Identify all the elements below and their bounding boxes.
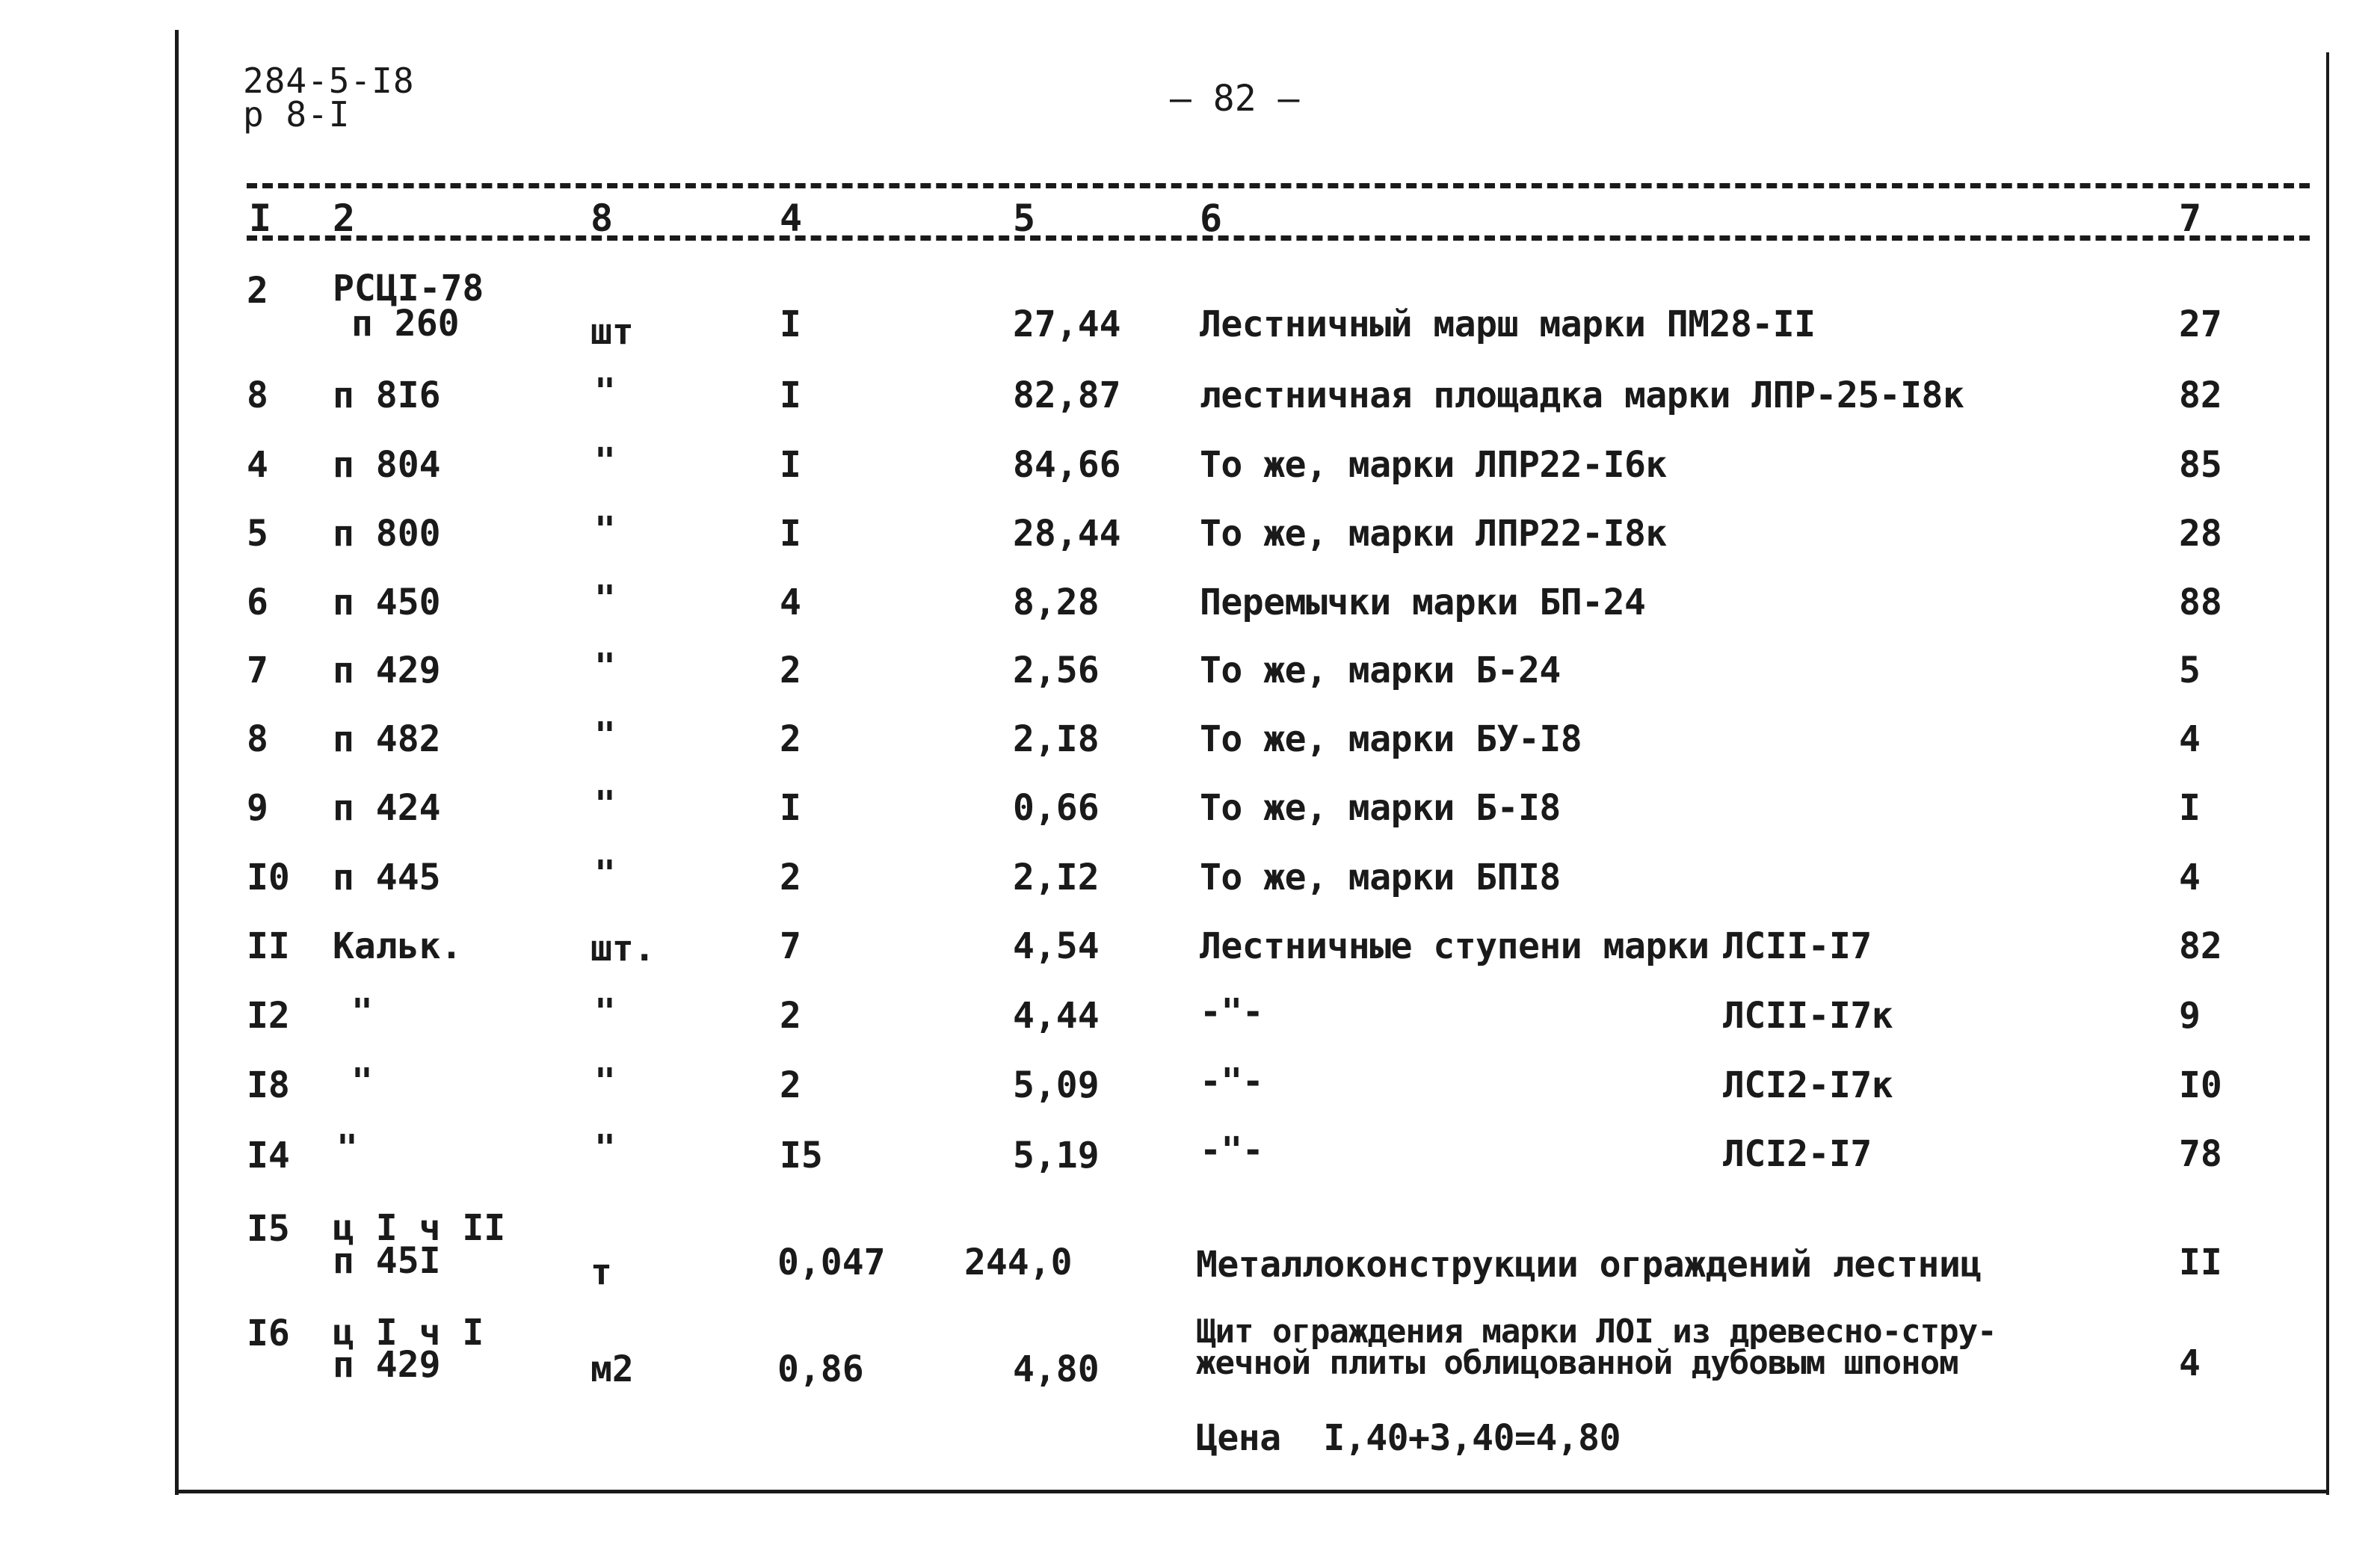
total: 82 [2179, 925, 2222, 967]
total: 78 [2179, 1133, 2222, 1175]
source-page: " [351, 1061, 373, 1103]
price: 8,28 [1013, 582, 1100, 623]
total: 88 [2179, 582, 2222, 623]
row-number: I0 [247, 857, 290, 898]
description-mark: ЛСI2-I7 [1723, 1133, 1872, 1175]
row-number: 9 [247, 787, 268, 829]
source-page: п 450 [333, 582, 441, 623]
source-page: п 800 [333, 513, 441, 555]
col-header-7: 7 [2179, 197, 2202, 240]
quantity: 7 [780, 925, 801, 967]
price: 4,44 [1013, 995, 1100, 1037]
row-number: II [247, 925, 290, 967]
price: 4,80 [1013, 1348, 1100, 1390]
description: То же, марки ЛПР22-I6к [1200, 444, 1667, 486]
description-line2: жечной плиты облицованной дубовым шпоном [1196, 1344, 1958, 1382]
quantity: 2 [780, 995, 801, 1037]
doc-code-line2: р 8-I [243, 94, 351, 135]
page-number: — 82 — [1170, 78, 1300, 120]
row-number: 4 [247, 444, 268, 486]
source-page: Кальк. [333, 925, 463, 967]
description: Металлоконструкции ограждений лестниц [1196, 1244, 1982, 1286]
description-mark: ЛСII-I7к [1723, 995, 1893, 1037]
total: 82 [2179, 374, 2222, 416]
price: 28,44 [1013, 513, 1121, 555]
row-number: I2 [247, 995, 290, 1037]
quantity: 2 [780, 650, 801, 691]
row-number: 8 [247, 718, 268, 760]
unit: " [594, 646, 616, 688]
description: То же, марки Б-24 [1200, 650, 1561, 691]
source-page: п 445 [333, 857, 441, 898]
col-header-1: I [249, 197, 272, 240]
total: I [2179, 787, 2201, 829]
col-header-6: 6 [1200, 197, 1223, 240]
row-number: 8 [247, 374, 268, 416]
source-code: РСЦI-78 [333, 268, 484, 309]
price: 2,I2 [1013, 857, 1100, 898]
description: То же, марки БУ-I8 [1200, 718, 1582, 760]
total: 4 [2179, 1342, 2201, 1384]
description: То же, марки ЛПР22-I8к [1200, 513, 1667, 555]
total: 4 [2179, 718, 2201, 760]
quantity: I [780, 374, 801, 416]
quantity: 0,86 [777, 1348, 864, 1390]
description-mark: ЛСII-I7 [1723, 925, 1872, 967]
col-header-5: 5 [1013, 197, 1036, 240]
price: 0,66 [1013, 787, 1100, 829]
description: Лестничные ступени марки [1200, 925, 1710, 967]
quantity: I [780, 513, 801, 555]
quantity: 2 [780, 1064, 801, 1106]
unit: " [594, 1061, 616, 1103]
total: 5 [2179, 650, 2201, 691]
col-header-4: 4 [780, 197, 803, 240]
unit: м2 [591, 1348, 634, 1390]
bottom-border [175, 1490, 2329, 1493]
description-line1: Щит ограждения марки ЛОI из древесно-стру- [1196, 1313, 1997, 1351]
unit: " [594, 509, 616, 551]
total: I0 [2179, 1064, 2222, 1106]
description: Лестничный марш марки ПМ28-II [1200, 303, 1816, 345]
right-border [2326, 52, 2329, 1495]
source-page: п 429 [333, 1344, 441, 1386]
source-page: п 424 [333, 787, 441, 829]
description-mark: ЛСI2-I7к [1723, 1064, 1893, 1106]
price: 84,66 [1013, 444, 1121, 486]
total: 85 [2179, 444, 2222, 486]
description: лестничная площадка марки ЛПР-25-I8к [1200, 374, 1964, 416]
source-page: п 482 [333, 718, 441, 760]
price: 244,0 [964, 1242, 1073, 1283]
quantity: I [780, 303, 801, 345]
quantity: 2 [780, 718, 801, 760]
source-code: ц I ч I [333, 1312, 484, 1354]
description: -"- [1200, 991, 1264, 1033]
price-note: Цена I,40+3,40=4,80 [1196, 1417, 1621, 1459]
source-page: п 804 [333, 444, 441, 486]
quantity: 4 [780, 582, 801, 623]
total: 27 [2179, 303, 2222, 345]
price: 5,09 [1013, 1064, 1100, 1106]
price: 5,19 [1013, 1135, 1100, 1177]
source-page: " [336, 1127, 358, 1169]
unit: " [594, 578, 616, 620]
unit: шт. [591, 928, 656, 969]
header-top-rule [247, 183, 2310, 188]
quantity: I [780, 787, 801, 829]
price: 4,54 [1013, 925, 1100, 967]
unit: шт [591, 311, 634, 353]
price: 27,44 [1013, 303, 1121, 345]
description: Перемычки марки БП-24 [1200, 582, 1646, 623]
unit: " [594, 440, 616, 482]
unit: " [594, 853, 616, 895]
price: 2,56 [1013, 650, 1100, 691]
description: -"- [1200, 1061, 1264, 1103]
description: -"- [1200, 1129, 1264, 1171]
total: 28 [2179, 513, 2222, 555]
col-header-2: 2 [333, 197, 356, 240]
unit: " [594, 371, 616, 413]
col-header-3: 8 [591, 197, 614, 240]
price: 82,87 [1013, 374, 1121, 416]
source-code: ц I ч II [333, 1207, 506, 1249]
source-page: п 8I6 [333, 374, 441, 416]
header-bottom-rule [247, 235, 2310, 241]
source-page: п 45I [333, 1240, 441, 1282]
source-page: п 429 [333, 650, 441, 691]
row-number: 5 [247, 513, 268, 555]
total: 9 [2179, 995, 2201, 1037]
quantity: 2 [780, 857, 801, 898]
quantity: I [780, 444, 801, 486]
row-number: 6 [247, 582, 268, 623]
source-page: п 260 [351, 303, 460, 345]
row-number: 2 [247, 270, 268, 312]
unit: " [594, 1127, 616, 1169]
quantity: 0,047 [777, 1242, 886, 1283]
row-number: I6 [247, 1313, 290, 1354]
row-number: I8 [247, 1064, 290, 1106]
price: 2,I8 [1013, 718, 1100, 760]
unit: т [591, 1251, 612, 1293]
row-number: I4 [247, 1135, 290, 1177]
left-border [175, 30, 179, 1495]
total: II [2179, 1242, 2222, 1283]
unit: " [594, 715, 616, 756]
unit: " [594, 991, 616, 1033]
description: То же, марки БПI8 [1200, 857, 1561, 898]
source-page: " [351, 991, 373, 1033]
description: То же, марки Б-I8 [1200, 787, 1561, 829]
row-number: I5 [247, 1208, 290, 1250]
doc-code-line1: 284-5-I8 [243, 61, 415, 101]
total: 4 [2179, 857, 2201, 898]
quantity: I5 [780, 1135, 823, 1177]
unit: " [594, 783, 616, 825]
row-number: 7 [247, 650, 268, 691]
